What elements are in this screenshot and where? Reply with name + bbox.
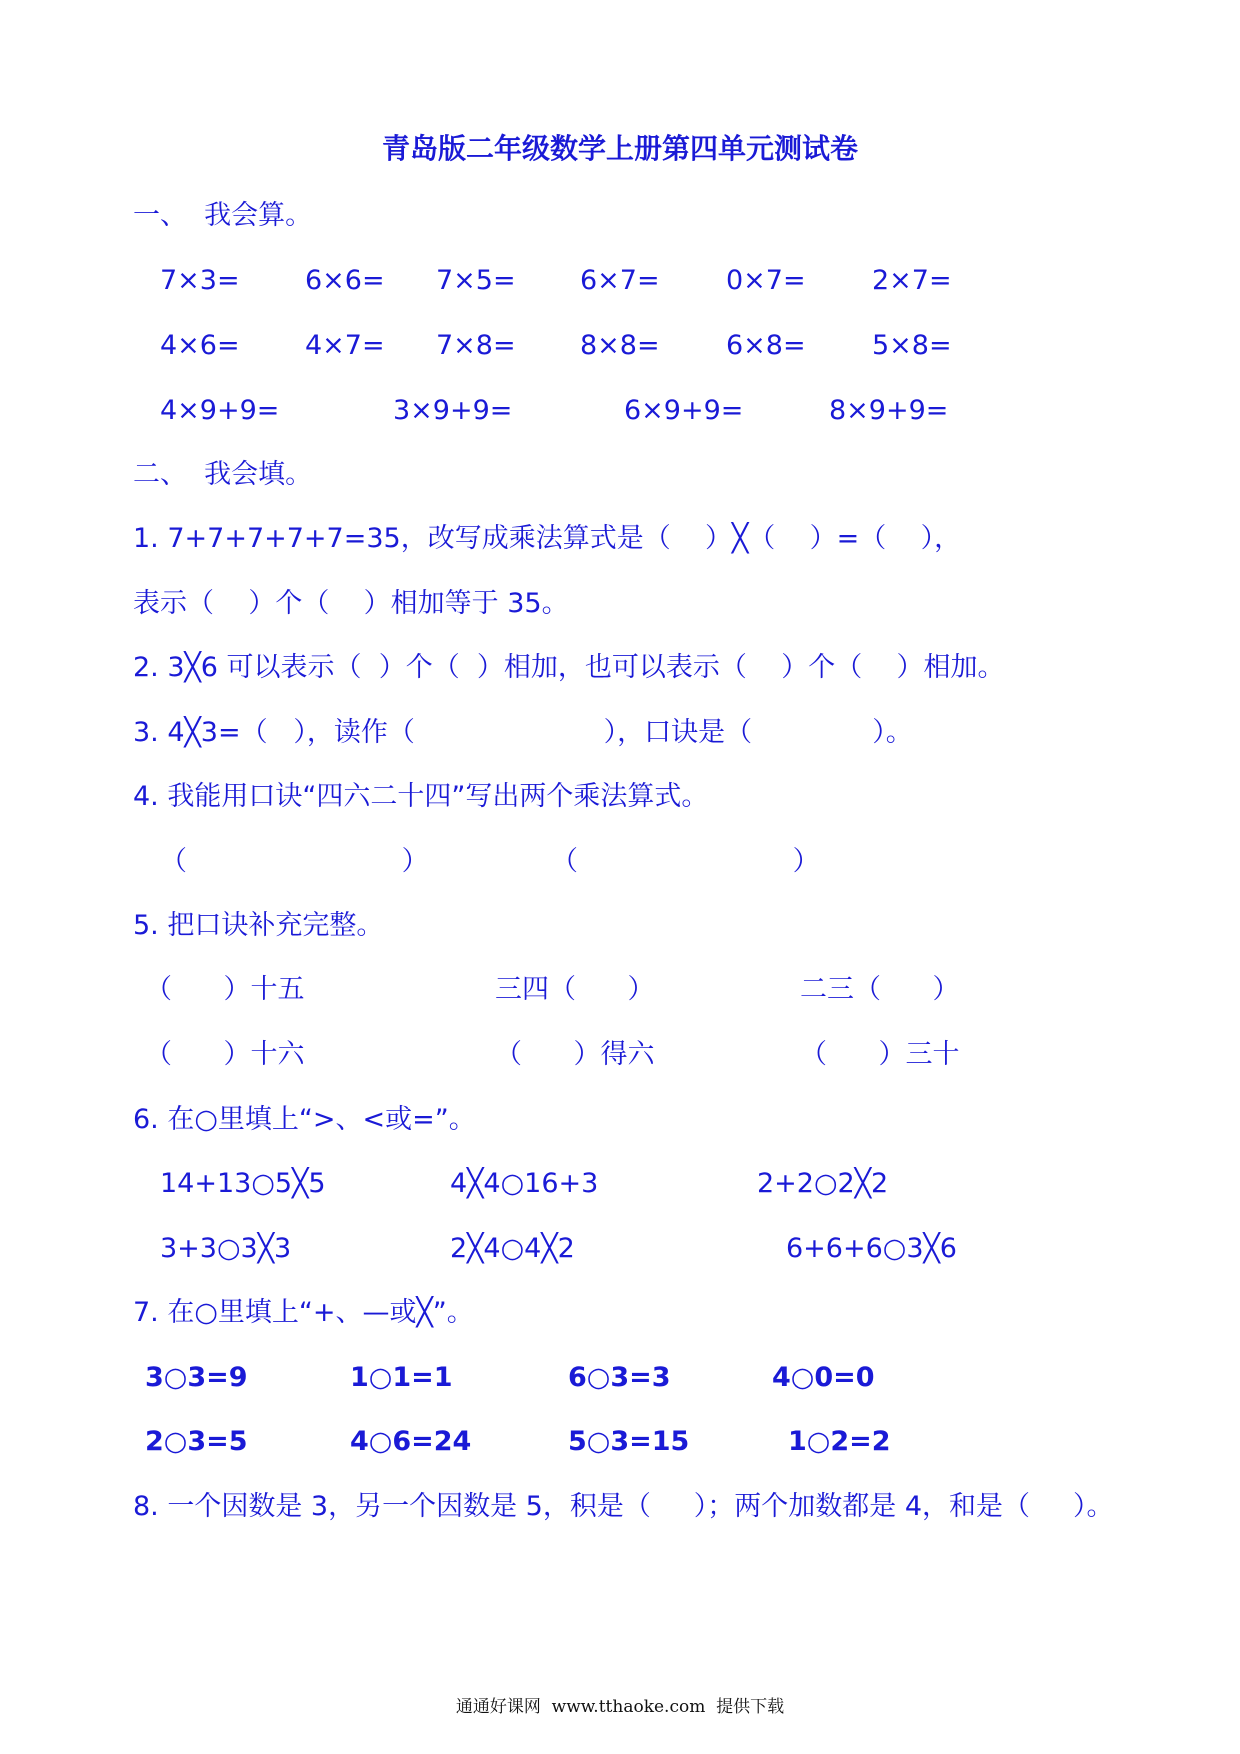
calc-item: 6×6= [305, 265, 385, 296]
calc-item: 3×9+9= [393, 395, 513, 426]
calc-item: 8×8= [580, 330, 660, 361]
operator-item: 4○6=24 [350, 1426, 472, 1457]
footer-credit: 通通好课网 www.tthaoke.com 提供下载 [455, 1697, 785, 1717]
rhyme-item: （ ）得六 [495, 1039, 655, 1070]
operator-item: 2○3=5 [145, 1426, 248, 1457]
operator-item: 4○0=0 [772, 1362, 875, 1393]
page-title: 青岛版二年级数学上册第四单元测试卷 [381, 132, 858, 165]
question-1-line-2: 表示（ ）个（ ）相加等于 35。 [133, 588, 569, 619]
rhyme-item: （ ）三十 [800, 1039, 960, 1070]
question-3: 3. 4╳3=（ ），读作（ ），口诀是（ ）。 [133, 717, 913, 748]
question-4: 4. 我能用口诀“四六二十四”写出两个乘法算式。 [133, 781, 709, 812]
rhyme-item: 三四（ ） [495, 974, 655, 1005]
rhyme-item: 二三（ ） [800, 974, 960, 1005]
compare-item: 2╳4○4╳2 [450, 1233, 575, 1264]
calc-item: 6×8= [726, 330, 806, 361]
calc-item: 5×8= [872, 330, 952, 361]
operator-item: 3○3=9 [145, 1362, 248, 1393]
question-5: 5. 把口诀补充完整。 [133, 910, 384, 941]
calc-item: 4×9+9= [160, 395, 280, 426]
calc-item: 7×3= [160, 265, 240, 296]
compare-item: 2+2○2╳2 [757, 1168, 889, 1199]
question-1-line-1: 1. 7+7+7+7+7=35，改写成乘法算式是（ ）╳（ ）=（ ）， [133, 523, 962, 554]
calc-item: 7×8= [436, 330, 516, 361]
rhyme-item: （ ）十六 [145, 1039, 305, 1070]
calc-item: 0×7= [726, 265, 806, 296]
answer-blank: （ ） [551, 846, 820, 877]
operator-item: 1○2=2 [788, 1426, 891, 1457]
section-1-heading: 一、 我会算。 [133, 200, 313, 231]
compare-item: 4╳4○16+3 [450, 1168, 599, 1199]
question-6: 6. 在○里填上“>、<或=”。 [133, 1104, 476, 1135]
question-7: 7. 在○里填上“+、—或╳”。 [133, 1297, 474, 1328]
calc-item: 4×7= [305, 330, 385, 361]
calc-item: 6×7= [580, 265, 660, 296]
calc-item: 2×7= [872, 265, 952, 296]
answer-blank: （ ） [160, 846, 429, 877]
operator-item: 5○3=15 [568, 1426, 690, 1457]
operator-item: 6○3=3 [568, 1362, 671, 1393]
operator-item: 1○1=1 [350, 1362, 453, 1393]
question-2: 2. 3╳6 可以表示（ ）个（ ）相加，也可以表示（ ）个（ ）相加。 [133, 652, 1005, 683]
calc-item: 8×9+9= [829, 395, 949, 426]
question-8: 8. 一个因数是 3，另一个因数是 5，积是（ ）；两个加数都是 4，和是（ ）。 [133, 1491, 1114, 1522]
compare-item: 6+6+6○3╳6 [786, 1233, 957, 1264]
compare-item: 14+13○5╳5 [160, 1168, 326, 1199]
calc-item: 4×6= [160, 330, 240, 361]
calc-item: 7×5= [436, 265, 516, 296]
section-2-heading: 二、 我会填。 [133, 459, 313, 490]
compare-item: 3+3○3╳3 [160, 1233, 292, 1264]
calc-item: 6×9+9= [624, 395, 744, 426]
rhyme-item: （ ）十五 [145, 974, 305, 1005]
